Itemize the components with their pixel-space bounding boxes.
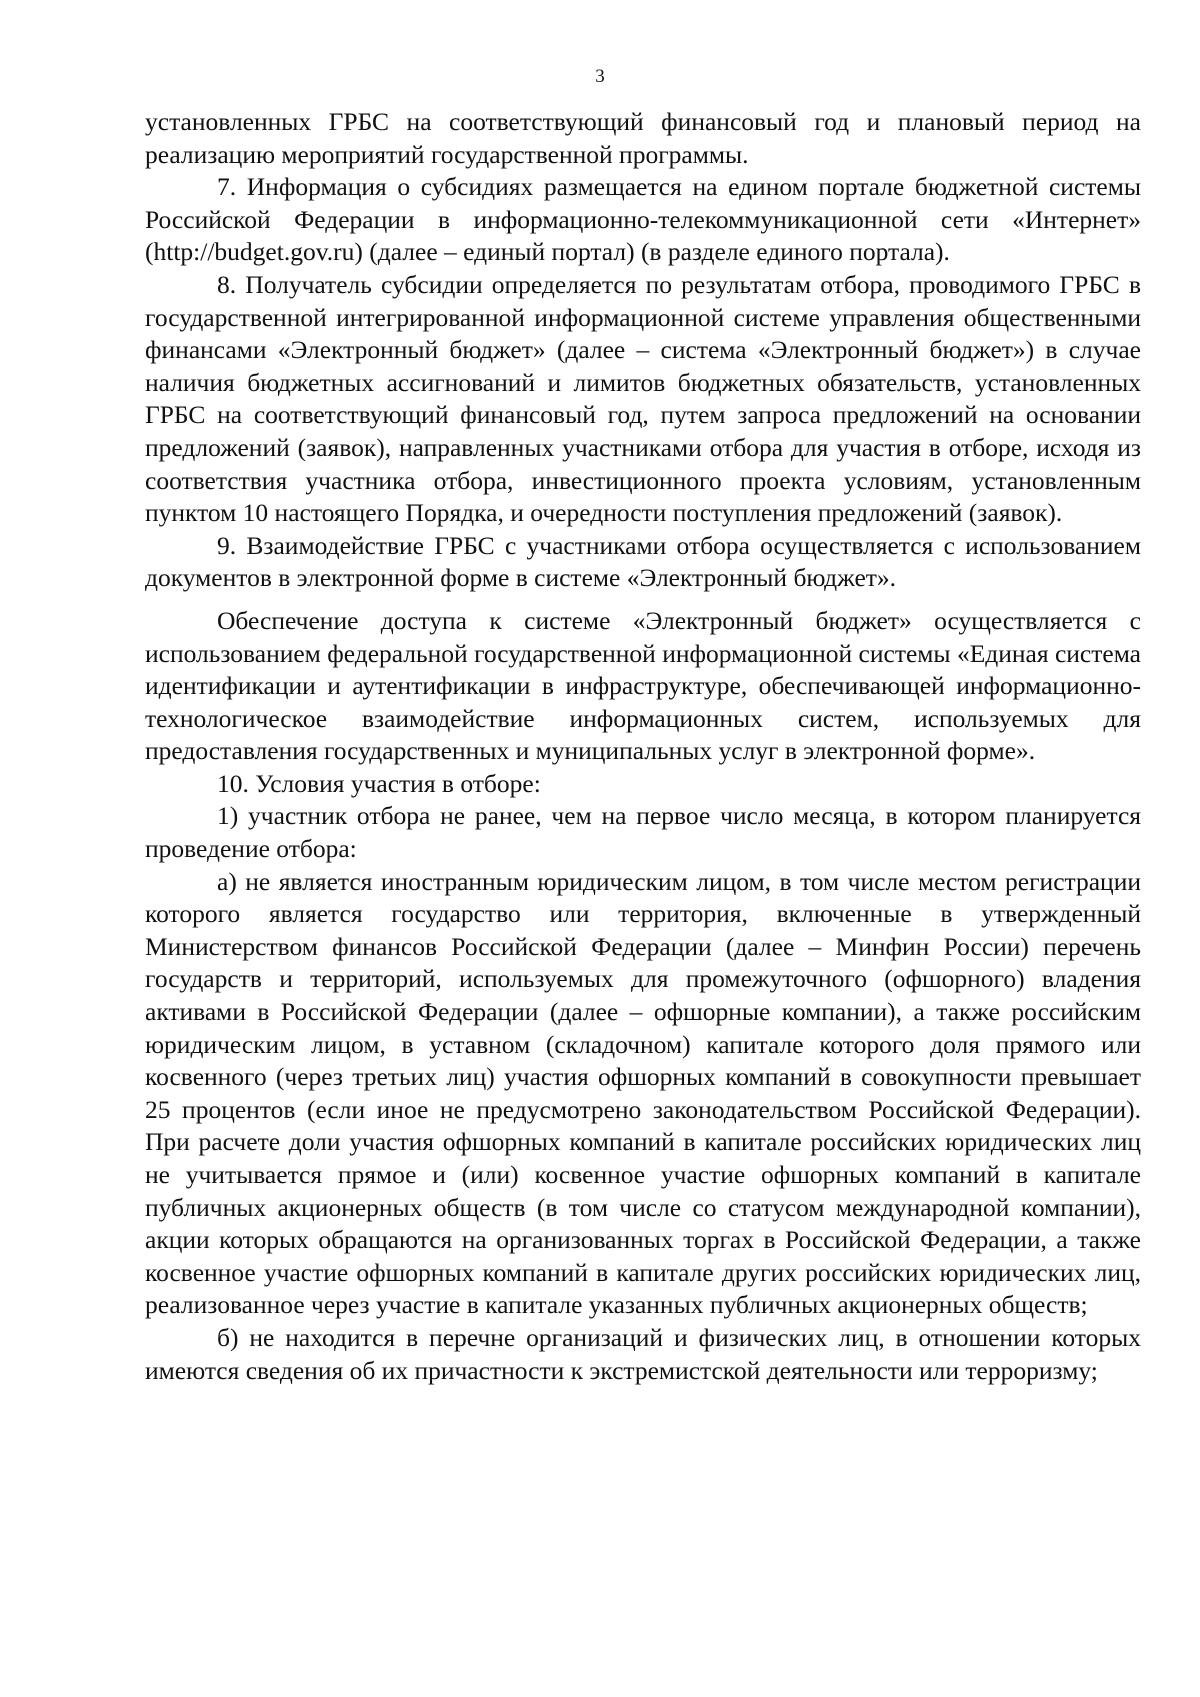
document-body [145,106,1141,1387]
paragraph-item-10: 10. Условия участия в отборе: [217,768,541,798]
paragraph-item-7: 7. Информация о субсидиях размещается на едином портале бюджетной системы Российской Федерации в информационно-телекоммуникационной сети «Интернет» (http://budget.gov.ru) (далее – единый портал) (в разделе единого портала). [145,172,1141,267]
paragraph-continuation: установленных ГРБС на соответствующий финансовый год и плановый период на реализацию мероприятий государственной программы. [145,107,1141,169]
paragraph-subitem-b: б) не находится в перечне организаций и физических лиц, в отношении которых имеются сведения об их причастности к экстремистской деятельности или терроризму; [145,1322,1141,1385]
paragraph-access: Обеспечение доступа к системе «Электронный бюджет» осуществляется с использованием федеральной государственной информационной системы «Единая система идентификации и аутентификации в инфраструктуре, обеспечивающей информационно-технологическое взаимодействие информационных систем, используемых для предоставления государственных и муниципальных услуг в электронной форме». [145,605,1141,766]
page-number: 3 [595,66,605,87]
paragraph-item-8: 8. Получатель субсидии определяется по результатам отбора, проводимого ГРБС в государственной интегрированной информационной системе управления общественными финансами «Электронный бюджет» (далее – система «Электронный бюджет») в случае наличия бюджетных ассигнований и лимитов бюджетных обязательств, установленных ГРБС на соответствующий финансовый год, путем запроса предложений на основании предложений (заявок), направленных участниками отбора для участия в отборе, исходя из соответствия участника отбора, инвестиционного проекта условиям, установленным пунктом 10 настоящего Порядка, и очередности поступления предложений (заявок). [145,269,1141,528]
paragraph-item-9: 9. Взаимодействие ГРБС с участниками отбора осуществляется с использованием документов в электронной форме в системе «Электронный бюджет». [145,530,1141,593]
paragraph-subitem-a: а) не является иностранным юридическим лицом, в том числе местом регистрации которого является государство или территория, включенные в утвержденный Министерством финансов Российской Федерации (далее – Минфин России) перечень государств и территорий, используемых для промежуточного (офшорного) владения активами в Российской Федерации (далее – офшорные компании), а также российским юридическим лицом, в уставном (складочном) капитале которого доля прямого или косвенного (через третьих лиц) участия офшорных компаний в совокупности превышает 25 процентов (если иное не предусмотрено законодательством Российской Федерации). При расчете доли участия офшорных компаний в капитале российских юридических лиц не учитывается прямое и (или) косвенное участие офшорных компаний в капитале публичных акционерных обществ (в том числе со статусом международной компании), акции которых обращаются на организованных торгах в Российской Федерации, а также косвенное участие офшорных компаний в капитале других российских юридических лиц, реализованное через участие в капитале указанных публичных акционерных обществ; [145,866,1141,1320]
paragraph-subitem-1: 1) участник отбора не ранее, чем на первое число месяца, в котором планируется проведение отбора: [145,801,1141,864]
